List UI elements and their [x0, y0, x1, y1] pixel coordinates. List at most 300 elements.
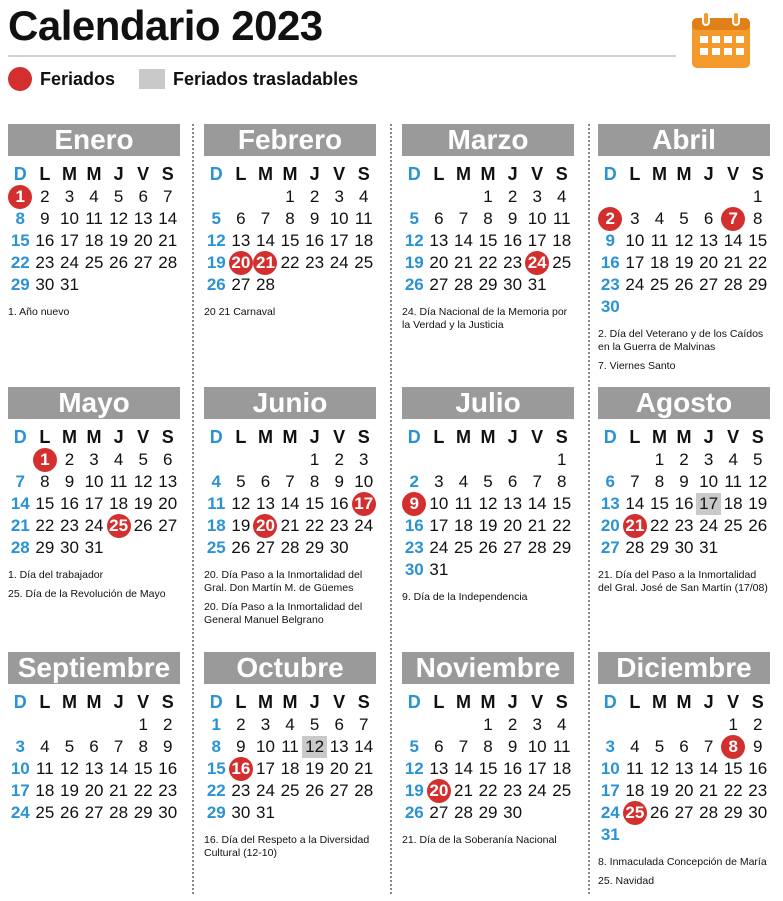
empty-cell — [672, 186, 697, 208]
week-row — [8, 186, 180, 208]
weekday-label: M — [455, 164, 471, 184]
day-cell: 27 — [429, 275, 449, 294]
weekday-label: S — [555, 427, 568, 447]
day-cell: 31 — [255, 803, 275, 822]
holiday-note: 21. Día del Paso a la Inmortalidad del Gral. José de San Martín (17/08) — [598, 569, 768, 594]
day-cell: 4 — [211, 472, 222, 491]
week-row — [204, 736, 376, 758]
empty-cell — [721, 186, 746, 208]
empty-cell — [253, 186, 278, 208]
day-cell: 24 — [429, 538, 449, 557]
day-cell: 6 — [434, 737, 444, 756]
weekday-label: V — [137, 692, 150, 712]
day-cell: 26 — [478, 538, 498, 557]
day-cell: 5 — [113, 187, 124, 206]
holiday-day: 16 — [229, 758, 254, 780]
legend-holiday-label: Feriados — [40, 68, 116, 89]
month-abril — [598, 124, 770, 379]
holiday-notes — [402, 834, 574, 847]
day-cell: 31 — [59, 275, 79, 294]
day-cell: 1 — [285, 187, 295, 206]
holiday-note: 20. Día Paso a la Inmortalidad del Gral. Don Martín M. de Güemes — [204, 569, 363, 594]
empty-cell — [402, 449, 427, 471]
day-cell: 14 — [453, 231, 473, 250]
weekday-label: J — [113, 164, 124, 184]
day-cell: 1 — [728, 715, 738, 734]
day-cell: 26 — [133, 516, 153, 535]
empty-cell — [525, 449, 550, 471]
month-julio — [402, 387, 574, 610]
day-cell: 31 — [84, 538, 104, 557]
day-cell: 3 — [260, 715, 271, 734]
day-cell: 24 — [699, 516, 719, 535]
day-cell: 7 — [163, 187, 173, 206]
day-cell: 11 — [207, 494, 226, 513]
day-cell: 19 — [748, 494, 768, 513]
day-cell: 10 — [699, 472, 719, 491]
day-cell: 29 — [748, 275, 768, 294]
day-cell: 21 — [109, 781, 129, 800]
day-cell: 16 — [158, 759, 178, 778]
holiday-day: 2 — [598, 208, 623, 230]
week-row — [8, 493, 180, 515]
day-cell: 8 — [285, 209, 295, 228]
week-row — [204, 758, 376, 780]
holiday-notes — [598, 328, 770, 373]
day-cell: 22 — [35, 516, 55, 535]
day-cell: 27 — [674, 803, 694, 822]
day-cell: 4 — [630, 737, 640, 756]
day-cell: 13 — [674, 759, 694, 778]
month-title: Diciembre — [598, 652, 770, 684]
month-title: Febrero — [204, 124, 376, 156]
day-cell: 22 — [305, 516, 325, 535]
weekday-label: M — [257, 164, 273, 184]
day-cell: 3 — [15, 737, 26, 756]
weekday-label: L — [235, 692, 247, 712]
day-cell: 14 — [10, 494, 30, 513]
weekday-label: M — [480, 427, 496, 447]
month-octubre — [204, 652, 376, 866]
day-cell: 5 — [654, 737, 665, 756]
week-row — [8, 714, 180, 736]
day-cell: 3 — [434, 472, 444, 491]
weekday-label: J — [507, 164, 518, 184]
day-cell: 14 — [109, 759, 129, 778]
empty-cell — [278, 802, 303, 824]
week-row — [598, 274, 770, 296]
week-row — [204, 252, 376, 274]
day-cell: 21 — [453, 253, 473, 272]
weekday-label: J — [507, 427, 518, 447]
day-cell: 17 — [429, 516, 449, 535]
day-cell: 11 — [454, 494, 473, 513]
day-cell: 29 — [552, 538, 572, 557]
weekday-header — [598, 425, 770, 449]
day-cell: 21 — [699, 781, 719, 800]
day-cell: 20 — [674, 781, 694, 800]
holiday-marker-icon — [8, 67, 32, 91]
day-cell: 8 — [483, 737, 493, 756]
day-cell: 22 — [206, 781, 226, 800]
day-cell: 21 — [158, 231, 178, 250]
empty-cell — [721, 824, 746, 846]
day-cell: 30 — [503, 803, 523, 822]
day-cell: 19 — [206, 253, 226, 272]
day-cell: 10 — [255, 737, 275, 756]
day-cell: 18 — [453, 516, 473, 535]
week-row — [598, 758, 770, 780]
weekday-header — [598, 162, 770, 186]
empty-cell — [8, 449, 33, 471]
holiday-notes — [204, 834, 376, 860]
day-cell: 29 — [478, 803, 498, 822]
holiday-notes — [598, 569, 770, 595]
day-cell: 6 — [236, 209, 246, 228]
day-cell: 16 — [329, 494, 349, 513]
day-cell: 9 — [507, 737, 518, 756]
holiday-note: 20 21 Carnaval — [204, 306, 276, 318]
week-row — [598, 802, 770, 824]
weekday-label: L — [39, 692, 51, 712]
day-cell: 23 — [329, 516, 349, 535]
day-cell: 18 — [280, 759, 300, 778]
week-row — [8, 515, 180, 537]
day-cell: 14 — [453, 759, 473, 778]
day-cell: 4 — [557, 187, 567, 206]
day-cell: 8 — [557, 472, 567, 491]
holiday-notes — [204, 569, 376, 627]
day-cell: 12 — [231, 494, 251, 513]
day-cell: 17 — [527, 231, 547, 250]
day-cell: 15 — [305, 494, 325, 513]
day-cell: 25 — [280, 781, 300, 800]
day-cell: 9 — [605, 231, 616, 250]
day-cell: 3 — [703, 450, 714, 469]
weekday-label: M — [61, 692, 77, 712]
day-cell: 8 — [15, 209, 26, 228]
holiday-note: 8. Inmaculada Concepción de María — [598, 856, 767, 868]
day-cell: 4 — [728, 450, 738, 469]
day-cell: 16 — [600, 253, 620, 272]
day-cell: 7 — [458, 737, 469, 756]
weekday-label: L — [433, 164, 445, 184]
movable-marker-icon — [139, 69, 165, 89]
day-cell: 9 — [309, 209, 320, 228]
empty-cell — [327, 274, 352, 296]
day-cell: 21 — [354, 759, 374, 778]
week-row — [598, 471, 770, 493]
column-divider — [588, 124, 590, 894]
day-cell: 17 — [625, 253, 645, 272]
empty-cell — [696, 714, 721, 736]
weekday-label: S — [751, 692, 764, 712]
day-cell: 30 — [503, 275, 523, 294]
day-cell: 18 — [552, 759, 572, 778]
day-cell: 30 — [231, 803, 251, 822]
day-cell: 11 — [650, 231, 669, 250]
week-row — [8, 230, 180, 252]
day-cell: 14 — [699, 759, 719, 778]
week-row — [402, 493, 574, 515]
day-cell: 17 — [59, 231, 79, 250]
day-cell: 15 — [133, 759, 153, 778]
day-cell: 13 — [255, 494, 275, 513]
day-cell: 3 — [605, 737, 616, 756]
day-cell: 10 — [10, 759, 30, 778]
day-cell: 26 — [305, 781, 325, 800]
weekday-label: J — [113, 692, 124, 712]
holiday-day: 20 — [427, 780, 452, 802]
day-cell: 2 — [64, 450, 75, 469]
holiday-notes — [402, 306, 574, 332]
day-cell: 20 — [600, 516, 620, 535]
month-septiembre — [8, 652, 180, 834]
day-cell: 9 — [40, 209, 50, 228]
empty-cell — [402, 186, 427, 208]
day-cell: 7 — [15, 472, 26, 491]
day-cell: 28 — [453, 275, 473, 294]
day-cell: 27 — [84, 803, 104, 822]
day-cell: 28 — [109, 803, 129, 822]
empty-cell — [229, 449, 254, 471]
weekday-label: S — [555, 164, 568, 184]
day-cell: 8 — [483, 209, 493, 228]
week-row — [402, 802, 574, 824]
weekday-label: D — [407, 692, 421, 712]
empty-cell — [525, 802, 550, 824]
day-cell: 27 — [600, 538, 620, 557]
empty-cell — [451, 449, 476, 471]
empty-cell — [278, 449, 303, 471]
empty-cell — [721, 296, 746, 318]
weekday-label: L — [235, 427, 247, 447]
weekday-label: J — [113, 427, 124, 447]
holiday-notes — [598, 856, 770, 888]
day-cell: 11 — [552, 737, 571, 756]
day-cell: 18 — [723, 494, 743, 513]
empty-cell — [351, 802, 376, 824]
day-cell: 25 — [552, 253, 572, 272]
weekday-label: S — [751, 164, 764, 184]
day-cell: 21 — [527, 516, 547, 535]
day-cell: 27 — [329, 781, 349, 800]
day-cell: 26 — [59, 803, 79, 822]
weekday-header — [204, 425, 376, 449]
day-cell: 5 — [679, 209, 689, 228]
day-cell: 14 — [527, 494, 547, 513]
empty-cell — [451, 559, 476, 581]
day-cell: 17 — [527, 759, 547, 778]
weekday-label: M — [455, 427, 471, 447]
day-cell: 1 — [309, 450, 320, 469]
empty-cell — [451, 714, 476, 736]
empty-cell — [623, 824, 648, 846]
week-row — [8, 780, 180, 802]
day-cell: 16 — [503, 759, 523, 778]
weekday-label: V — [333, 164, 346, 184]
day-cell: 24 — [527, 781, 547, 800]
day-cell: 17 — [10, 781, 30, 800]
day-cell: 15 — [35, 494, 55, 513]
day-cell: 22 — [649, 516, 669, 535]
empty-cell — [623, 714, 648, 736]
day-cell: 29 — [10, 275, 30, 294]
day-cell: 11 — [109, 472, 128, 491]
day-cell: 17 — [600, 781, 620, 800]
month-agosto — [598, 387, 770, 601]
empty-cell — [278, 274, 303, 296]
month-title: Mayo — [8, 387, 180, 419]
day-cell: 28 — [699, 803, 719, 822]
weekday-label: S — [161, 164, 174, 184]
weekday-label: L — [629, 427, 641, 447]
day-cell: 15 — [723, 759, 743, 778]
day-cell: 19 — [109, 231, 129, 250]
day-cell: 10 — [600, 759, 620, 778]
holiday-day: 21 — [623, 515, 648, 537]
empty-cell — [525, 559, 550, 581]
day-cell: 16 — [35, 231, 55, 250]
week-row — [402, 208, 574, 230]
weekday-label: D — [407, 164, 421, 184]
weekday-label: V — [531, 692, 544, 712]
day-cell: 12 — [404, 231, 424, 250]
weekday-label: J — [507, 692, 518, 712]
week-row — [204, 186, 376, 208]
day-cell: 29 — [649, 538, 669, 557]
empty-cell — [427, 714, 452, 736]
day-cell: 14 — [158, 209, 178, 228]
day-cell: 9 — [507, 209, 518, 228]
week-row — [204, 230, 376, 252]
day-cell: 4 — [89, 187, 99, 206]
day-cell: 4 — [359, 187, 369, 206]
day-cell: 19 — [404, 781, 424, 800]
day-cell: 5 — [409, 737, 420, 756]
day-cell: 2 — [753, 715, 763, 734]
day-cell: 28 — [10, 538, 30, 557]
day-cell: 2 — [679, 450, 689, 469]
week-row — [204, 449, 376, 471]
day-cell: 12 — [109, 209, 129, 228]
weekday-label: V — [531, 164, 544, 184]
day-cell: 25 — [453, 538, 473, 557]
day-cell: 20 — [329, 759, 349, 778]
week-row — [204, 493, 376, 515]
day-cell: 14 — [723, 231, 743, 250]
day-cell: 24 — [354, 516, 374, 535]
day-cell: 15 — [10, 231, 30, 250]
weekday-label: D — [209, 164, 223, 184]
day-cell: 26 — [231, 538, 251, 557]
weekday-label: M — [257, 692, 273, 712]
empty-cell — [8, 714, 33, 736]
week-row — [598, 824, 770, 846]
holiday-note: 25. Navidad — [598, 875, 655, 887]
day-cell: 9 — [64, 472, 75, 491]
weekday-label: M — [651, 692, 667, 712]
week-row — [8, 208, 180, 230]
day-cell: 2 — [409, 472, 420, 491]
day-cell: 27 — [429, 803, 449, 822]
day-cell: 9 — [334, 472, 344, 491]
week-row — [8, 252, 180, 274]
week-row — [204, 780, 376, 802]
week-row — [598, 186, 770, 208]
day-cell: 11 — [354, 209, 373, 228]
day-cell: 12 — [133, 472, 153, 491]
day-cell: 1 — [483, 715, 493, 734]
day-cell: 24 — [10, 803, 30, 822]
empty-cell — [500, 559, 525, 581]
weekday-label: S — [357, 427, 370, 447]
day-cell: 24 — [59, 253, 79, 272]
day-cell: 2 — [163, 715, 173, 734]
weekday-label: L — [629, 692, 641, 712]
day-cell: 30 — [35, 275, 55, 294]
day-cell: 8 — [138, 737, 148, 756]
day-cell: 10 — [625, 231, 645, 250]
day-cell: 23 — [674, 516, 694, 535]
week-row — [598, 736, 770, 758]
day-cell: 20 — [158, 494, 178, 513]
day-cell: 2 — [236, 715, 246, 734]
day-cell: 29 — [478, 275, 498, 294]
week-row — [8, 537, 180, 559]
weekday-label: V — [727, 692, 740, 712]
movable-holiday-day: 17 — [696, 493, 721, 515]
weekday-header — [402, 162, 574, 186]
day-cell: 27 — [699, 275, 719, 294]
week-row — [204, 537, 376, 559]
day-cell: 28 — [354, 781, 374, 800]
weekday-label: D — [603, 427, 617, 447]
day-cell: 27 — [503, 538, 523, 557]
day-cell: 16 — [59, 494, 79, 513]
day-cell: 24 — [600, 803, 620, 822]
legend-movable-label: Feriados trasladables — [173, 68, 359, 89]
weekday-label: M — [651, 164, 667, 184]
holiday-notes — [8, 306, 180, 319]
day-cell: 21 — [723, 253, 743, 272]
holiday-note: 20. Día Paso a la Inmortalidad del General Manuel Belgrano — [204, 601, 363, 626]
weekday-header — [8, 690, 180, 714]
week-row — [8, 449, 180, 471]
weekday-label: S — [357, 164, 370, 184]
holiday-day: 17 — [351, 493, 376, 515]
holiday-note: 1. Día del trabajador — [8, 569, 104, 581]
day-cell: 8 — [211, 737, 222, 756]
column-divider — [390, 124, 392, 894]
month-title: Septiembre — [8, 652, 180, 684]
week-row — [8, 471, 180, 493]
empty-cell — [696, 186, 721, 208]
day-cell: 22 — [478, 781, 498, 800]
day-cell: 4 — [557, 715, 567, 734]
weekday-label: M — [676, 427, 692, 447]
weekday-label: M — [651, 427, 667, 447]
day-cell: 18 — [84, 231, 104, 250]
weekday-label: S — [555, 692, 568, 712]
weekday-label: L — [39, 427, 51, 447]
month-title: Noviembre — [402, 652, 574, 684]
month-title: Octubre — [204, 652, 376, 684]
month-enero — [8, 124, 180, 325]
holiday-note: 21. Día de la Soberanía Nacional — [402, 834, 557, 846]
day-cell: 26 — [109, 253, 129, 272]
weekday-label: V — [333, 692, 346, 712]
